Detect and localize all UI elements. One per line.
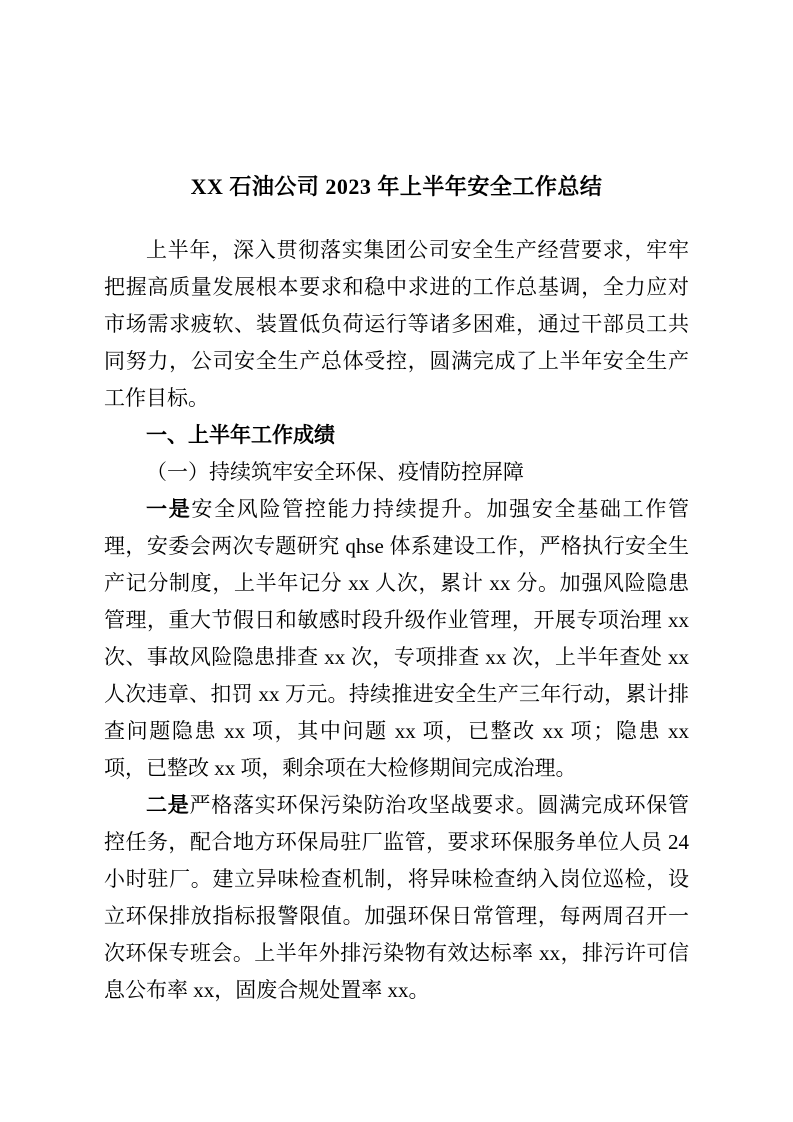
section1-item-1 [104,491,689,787]
item-1-text: 安全风险管控能力持续提升。加强安全基础工作管理，安委会两次专题研究 qhse 体系建设工作，严格执行安全生产记分制度，上半年记分 xx 人次，累计 xx 分。加强风险隐患管理，重大节假日和敏感时段升级作业管理，开展专项治理 xx 次、事故风险隐患排查 xx 次，专项排查 xx 次，上半年查处 xx 人次违章、扣罚 xx 万元。持续推进安全生产三年行动，累计排查问题隐患 xx 项，其中问题 xx 项，已整改 xx 项；隐患 xx 项，已整改 xx 项，剩余项在大检修期间完成治理。 [104,497,690,780]
item-2-text: 严格落实环保污染防治攻坚战要求。圆满完成环保管控任务，配合地方环保局驻厂监管，要求环保服务单位人员 24 小时驻厂。建立异味检查机制，将异味检查纳入岗位巡检，设立环保排放指标报警限值。加强环保日常管理，每两周召开一次环保专班会。上半年外排污染物有效达标率 xx，排污许可信息公布率 xx，固废合规处置率 xx。 [104,793,689,1002]
subsection-heading-1-1: （一）持续筑牢安全环保、疫情防控屏障 [146,460,524,484]
document-title: XX 石油公司 2023 年上半年安全工作总结 [190,174,603,199]
intro-paragraph: 上半年，深入贯彻落实集团公司安全生产经营要求，牢牢把握高质量发展根本要求和稳中求进的工作总基调，全力应对市场需求疲软、装置低负荷运行等诸多困难，通过干部员工共同努力，公司安全生产总体受控，圆满完成了上半年安全生产工作目标。 [104,238,689,410]
section-heading-1: 一、上半年工作成绩 [146,423,335,447]
section1-item-2 [104,787,689,1009]
item-2-lead: 二是 [146,793,190,817]
item-1-lead: 一是 [146,497,192,521]
